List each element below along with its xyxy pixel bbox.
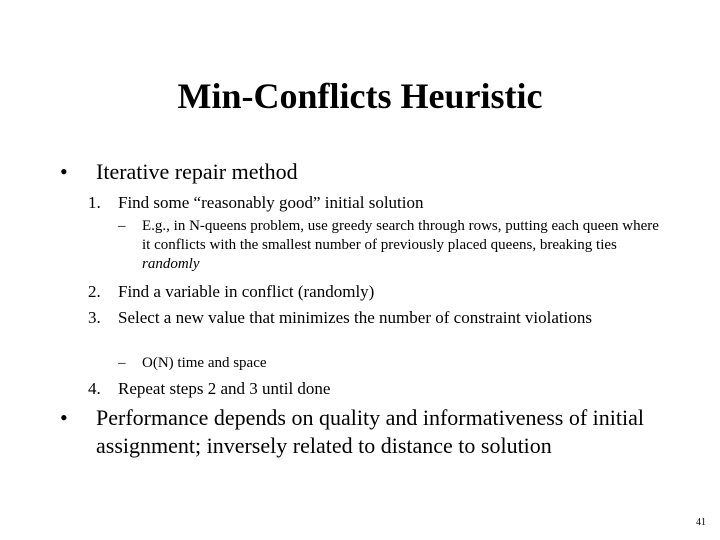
page-number: 41 [696,517,706,528]
sub-item-text [142,217,662,274]
item-text: Find some “reasonably good” initial solution [118,193,424,212]
item-text: Find a variable in conflict (randomly) [118,282,375,301]
item-number: 1. [88,193,101,212]
bullet-icon: • [60,159,68,184]
dash-icon: – [118,355,126,371]
item-number: 2. [88,282,101,301]
bullet-icon: • [60,405,68,430]
sub-item-text-main: E.g., in N-queens problem, use greedy search through rows, putting each queen where it conflicts with the smallest number of previously placed queens, breaking ties [142,218,659,253]
item-text: Select a new value that minimizes the number of constraint violations [118,308,592,327]
sub-item-text: O(N) time and space [142,355,267,371]
bullet-text: Iterative repair method [96,159,298,184]
bullet-text: Performance depends on quality and informativeness of initial assignment; inversely related to distance to solution [96,405,645,458]
slide-title: Min-Conflicts Heuristic [177,76,543,116]
item-text: Repeat steps 2 and 3 until done [118,379,331,398]
emphasis-text: randomly [142,256,200,272]
dash-icon: – [118,218,126,234]
item-number: 3. [88,308,101,327]
item-number: 4. [88,379,101,398]
